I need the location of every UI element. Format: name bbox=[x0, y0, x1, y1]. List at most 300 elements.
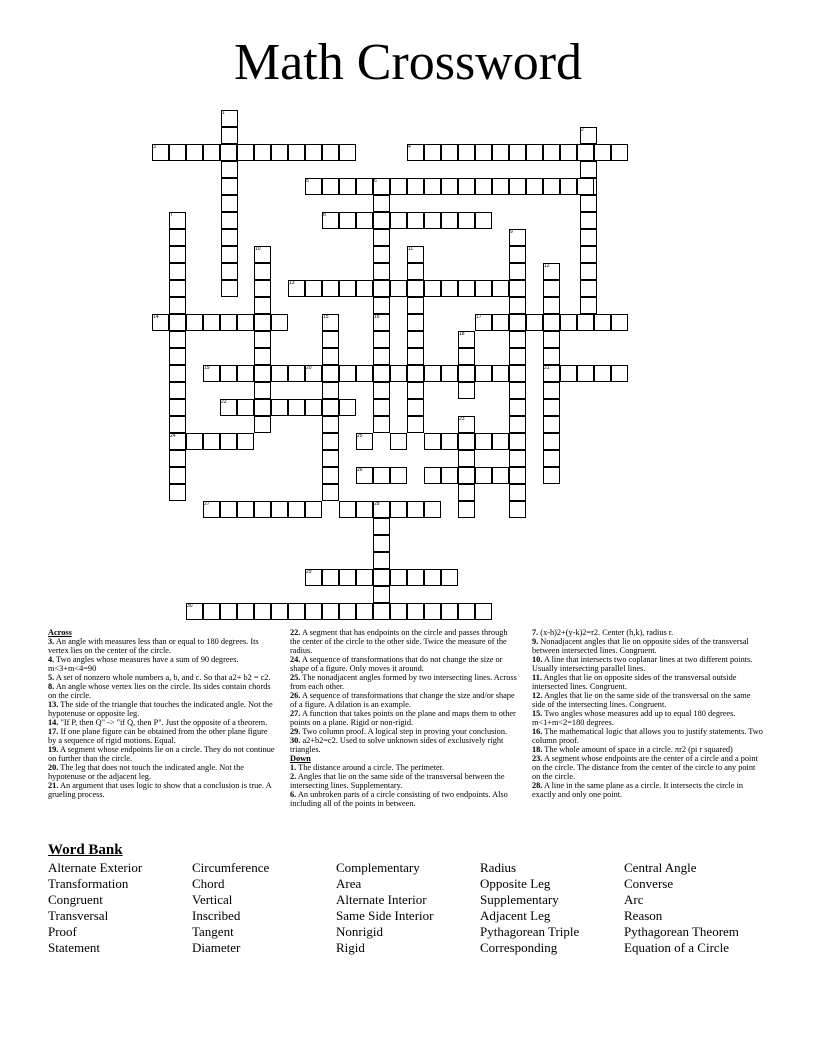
grid-cell[interactable] bbox=[424, 603, 441, 620]
clue-number-label: 28 bbox=[374, 501, 380, 507]
grid-cell[interactable] bbox=[475, 212, 492, 229]
word-bank-word: Vertical bbox=[192, 892, 233, 907]
grid-cell[interactable] bbox=[339, 603, 356, 620]
grid-cell[interactable] bbox=[526, 144, 543, 161]
grid-cell[interactable] bbox=[169, 314, 186, 331]
clues-column-2 bbox=[290, 628, 518, 808]
grid-cell[interactable] bbox=[288, 365, 305, 382]
grid-cell[interactable] bbox=[580, 229, 597, 246]
clue-item bbox=[48, 727, 276, 745]
grid-cell[interactable] bbox=[339, 365, 356, 382]
grid-cell[interactable] bbox=[373, 535, 390, 552]
grid-cell[interactable] bbox=[509, 484, 526, 501]
grid-cell[interactable] bbox=[254, 314, 271, 331]
grid-cell[interactable] bbox=[254, 416, 271, 433]
grid-cell[interactable] bbox=[186, 433, 203, 450]
clue-number-label: 21 bbox=[544, 365, 550, 371]
grid-cell[interactable] bbox=[577, 314, 594, 331]
clue-number: 10. bbox=[532, 655, 543, 664]
grid-cell[interactable] bbox=[221, 229, 238, 246]
grid-cell[interactable] bbox=[254, 399, 271, 416]
grid-cell[interactable] bbox=[594, 144, 611, 161]
grid-cell[interactable] bbox=[169, 229, 186, 246]
grid-cell[interactable] bbox=[526, 178, 543, 195]
grid-cell[interactable] bbox=[254, 603, 271, 620]
grid-cell[interactable] bbox=[169, 399, 186, 416]
grid-cell[interactable] bbox=[458, 382, 475, 399]
grid-cell[interactable] bbox=[221, 280, 238, 297]
grid-cell[interactable] bbox=[458, 280, 475, 297]
grid-cell[interactable] bbox=[407, 178, 424, 195]
grid-cell[interactable] bbox=[407, 212, 424, 229]
grid-cell[interactable] bbox=[237, 144, 254, 161]
grid-cell[interactable] bbox=[322, 603, 339, 620]
grid-cell[interactable] bbox=[580, 280, 597, 297]
grid-cell[interactable] bbox=[458, 467, 475, 484]
clue-text: The distance around a circle. The perimeter. bbox=[296, 763, 445, 772]
grid-cell[interactable] bbox=[169, 246, 186, 263]
grid-cell[interactable] bbox=[407, 416, 424, 433]
grid-cell[interactable] bbox=[322, 433, 339, 450]
grid-cell[interactable] bbox=[322, 178, 339, 195]
grid-cell[interactable] bbox=[509, 399, 526, 416]
grid-cell[interactable] bbox=[288, 501, 305, 518]
grid-cell[interactable] bbox=[254, 348, 271, 365]
grid-cell[interactable] bbox=[254, 144, 271, 161]
grid-cell[interactable] bbox=[322, 144, 339, 161]
grid-cell[interactable] bbox=[322, 348, 339, 365]
grid-cell[interactable] bbox=[271, 603, 288, 620]
grid-cell[interactable] bbox=[577, 178, 594, 195]
grid-cell[interactable] bbox=[237, 501, 254, 518]
grid-cell[interactable] bbox=[492, 467, 509, 484]
grid-cell[interactable] bbox=[221, 212, 238, 229]
word-bank-word: Congruent bbox=[48, 892, 103, 907]
grid-cell[interactable] bbox=[220, 314, 237, 331]
word-bank-word: Transformation bbox=[48, 876, 129, 891]
grid-cell[interactable] bbox=[322, 280, 339, 297]
grid-cell[interactable] bbox=[237, 314, 254, 331]
grid-cell[interactable] bbox=[509, 331, 526, 348]
grid-cell[interactable] bbox=[580, 212, 597, 229]
grid-cell[interactable] bbox=[509, 450, 526, 467]
word-bank-word: Complementary bbox=[336, 860, 420, 875]
grid-cell[interactable] bbox=[221, 263, 238, 280]
grid-cell[interactable] bbox=[475, 433, 492, 450]
grid-cell[interactable] bbox=[288, 603, 305, 620]
grid-cell[interactable] bbox=[339, 569, 356, 586]
grid-cell[interactable] bbox=[458, 501, 475, 518]
clue-text: "If P, then Q" -> "if Q, then P". Just the opposite of a theorem. bbox=[58, 718, 268, 727]
grid-cell[interactable] bbox=[509, 246, 526, 263]
grid-cell[interactable] bbox=[271, 399, 288, 416]
grid-cell[interactable] bbox=[560, 365, 577, 382]
grid-cell[interactable] bbox=[441, 433, 458, 450]
clue-text: Angles that lie on the same side of the transversal between the intersecting lines. Supplementary. bbox=[290, 772, 505, 790]
word-bank-word: Opposite Leg bbox=[480, 876, 551, 891]
grid-cell[interactable] bbox=[339, 399, 356, 416]
grid-cell[interactable] bbox=[356, 212, 373, 229]
grid-cell[interactable] bbox=[441, 569, 458, 586]
grid-cell[interactable] bbox=[594, 365, 611, 382]
grid-cell[interactable] bbox=[169, 263, 186, 280]
word-bank-word: Arc bbox=[624, 892, 644, 907]
grid-cell[interactable] bbox=[373, 518, 390, 535]
clue-number: 30. bbox=[290, 736, 301, 745]
clue-item bbox=[532, 628, 764, 637]
grid-cell[interactable] bbox=[407, 399, 424, 416]
grid-cell[interactable] bbox=[390, 467, 407, 484]
grid-cell[interactable] bbox=[271, 501, 288, 518]
clue-number: 21. bbox=[48, 781, 59, 790]
word-bank-word: Radius bbox=[480, 860, 517, 875]
grid-cell[interactable] bbox=[407, 569, 424, 586]
word-bank-column bbox=[336, 860, 433, 956]
grid-cell[interactable] bbox=[322, 450, 339, 467]
grid-cell[interactable] bbox=[424, 467, 441, 484]
grid-cell[interactable] bbox=[458, 450, 475, 467]
grid-cell[interactable] bbox=[424, 178, 441, 195]
grid-cell[interactable] bbox=[458, 603, 475, 620]
grid-cell[interactable] bbox=[221, 127, 238, 144]
grid-cell[interactable] bbox=[424, 501, 441, 518]
grid-cell[interactable] bbox=[305, 501, 322, 518]
clue-number: 13. bbox=[48, 700, 59, 709]
clue-item bbox=[532, 754, 764, 781]
grid-cell[interactable] bbox=[407, 263, 424, 280]
grid-cell[interactable] bbox=[220, 433, 237, 450]
grid-cell[interactable] bbox=[407, 501, 424, 518]
grid-cell[interactable] bbox=[237, 433, 254, 450]
grid-cell[interactable] bbox=[373, 552, 390, 569]
grid-cell[interactable] bbox=[543, 331, 560, 348]
grid-cell[interactable] bbox=[475, 178, 492, 195]
grid-cell[interactable] bbox=[560, 314, 577, 331]
grid-cell[interactable] bbox=[373, 416, 390, 433]
grid-cell[interactable] bbox=[322, 399, 339, 416]
clue-number-label: 23 bbox=[459, 416, 465, 422]
grid-cell[interactable] bbox=[186, 314, 203, 331]
grid-cell[interactable] bbox=[220, 603, 237, 620]
grid-cell[interactable] bbox=[390, 178, 407, 195]
grid-cell[interactable] bbox=[407, 297, 424, 314]
clue-item bbox=[48, 682, 276, 700]
grid-cell[interactable] bbox=[373, 399, 390, 416]
clue-number-label: 18 bbox=[459, 331, 465, 337]
grid-cell[interactable] bbox=[407, 348, 424, 365]
grid-cell[interactable] bbox=[492, 365, 509, 382]
grid-cell[interactable] bbox=[407, 314, 424, 331]
grid-cell[interactable] bbox=[203, 433, 220, 450]
grid-cell[interactable] bbox=[580, 161, 597, 178]
grid-cell[interactable] bbox=[339, 178, 356, 195]
grid-cell[interactable] bbox=[407, 382, 424, 399]
grid-cell[interactable] bbox=[221, 178, 238, 195]
grid-cell[interactable] bbox=[475, 467, 492, 484]
grid-cell[interactable] bbox=[339, 144, 356, 161]
grid-cell[interactable] bbox=[475, 603, 492, 620]
clue-number: 4. bbox=[48, 655, 55, 664]
grid-cell[interactable] bbox=[543, 433, 560, 450]
grid-cell[interactable] bbox=[322, 467, 339, 484]
grid-cell[interactable] bbox=[305, 603, 322, 620]
word-bank-word: Circumference bbox=[192, 860, 270, 875]
grid-cell[interactable] bbox=[424, 144, 441, 161]
grid-cell[interactable] bbox=[407, 365, 424, 382]
grid-cell[interactable] bbox=[611, 365, 628, 382]
grid-cell[interactable] bbox=[390, 365, 407, 382]
grid-cell[interactable] bbox=[492, 144, 509, 161]
clue-item bbox=[532, 673, 764, 691]
grid-cell[interactable] bbox=[169, 297, 186, 314]
grid-cell[interactable] bbox=[424, 365, 441, 382]
grid-cell[interactable] bbox=[373, 467, 390, 484]
grid-cell[interactable] bbox=[373, 382, 390, 399]
grid-cell[interactable] bbox=[441, 280, 458, 297]
grid-cell[interactable] bbox=[322, 416, 339, 433]
grid-cell[interactable] bbox=[492, 280, 509, 297]
grid-cell[interactable] bbox=[221, 195, 238, 212]
grid-cell[interactable] bbox=[441, 178, 458, 195]
grid-cell[interactable] bbox=[373, 569, 390, 586]
grid-cell[interactable] bbox=[169, 484, 186, 501]
grid-cell[interactable] bbox=[169, 450, 186, 467]
grid-cell[interactable] bbox=[543, 399, 560, 416]
grid-cell[interactable] bbox=[543, 178, 560, 195]
clue-number-label: 5 bbox=[306, 178, 309, 184]
clue-text: Angles that lie on opposite sides of the transversal outside intersected lines. Congruent. bbox=[532, 673, 737, 691]
grid-cell[interactable] bbox=[407, 603, 424, 620]
grid-cell[interactable] bbox=[475, 365, 492, 382]
grid-cell[interactable] bbox=[339, 280, 356, 297]
grid-cell[interactable] bbox=[390, 501, 407, 518]
grid-cell[interactable] bbox=[254, 297, 271, 314]
grid-cell[interactable] bbox=[203, 144, 220, 161]
grid-cell[interactable] bbox=[254, 365, 271, 382]
grid-cell[interactable] bbox=[169, 382, 186, 399]
grid-cell[interactable] bbox=[373, 365, 390, 382]
grid-cell[interactable] bbox=[271, 365, 288, 382]
clue-number-label: 8 bbox=[323, 212, 326, 218]
grid-cell[interactable] bbox=[509, 263, 526, 280]
grid-cell[interactable] bbox=[407, 280, 424, 297]
grid-cell[interactable] bbox=[220, 144, 237, 161]
grid-cell[interactable] bbox=[356, 280, 373, 297]
clue-text: A line in the same plane as a circle. It intersects the circle in exactly and only one point. bbox=[532, 781, 744, 799]
grid-cell[interactable] bbox=[169, 348, 186, 365]
grid-cell[interactable] bbox=[322, 569, 339, 586]
grid-cell[interactable] bbox=[390, 603, 407, 620]
grid-cell[interactable] bbox=[509, 280, 526, 297]
grid-cell[interactable] bbox=[169, 144, 186, 161]
grid-cell[interactable] bbox=[611, 144, 628, 161]
grid-cell[interactable] bbox=[373, 263, 390, 280]
word-bank-word: Tangent bbox=[192, 924, 234, 939]
clue-number: 1. bbox=[290, 763, 297, 772]
grid-cell[interactable] bbox=[424, 212, 441, 229]
grid-cell[interactable] bbox=[509, 144, 526, 161]
grid-cell[interactable] bbox=[288, 399, 305, 416]
grid-cell[interactable] bbox=[305, 280, 322, 297]
grid-cell[interactable] bbox=[441, 144, 458, 161]
clue-number-label: 10 bbox=[255, 246, 261, 252]
grid-cell[interactable] bbox=[543, 314, 560, 331]
grid-cell[interactable] bbox=[509, 314, 526, 331]
clue-number-label: 27 bbox=[204, 501, 210, 507]
grid-cell[interactable] bbox=[543, 416, 560, 433]
grid-cell[interactable] bbox=[458, 433, 475, 450]
grid-cell[interactable] bbox=[424, 280, 441, 297]
grid-cell[interactable] bbox=[237, 399, 254, 416]
grid-cell[interactable] bbox=[424, 433, 441, 450]
grid-cell[interactable] bbox=[543, 382, 560, 399]
grid-cell[interactable] bbox=[594, 314, 611, 331]
grid-cell[interactable] bbox=[169, 280, 186, 297]
grid-cell[interactable] bbox=[221, 246, 238, 263]
clue-number-label: 3 bbox=[153, 144, 156, 150]
clue-item bbox=[290, 673, 518, 691]
grid-cell[interactable] bbox=[458, 348, 475, 365]
grid-cell[interactable] bbox=[492, 178, 509, 195]
grid-cell[interactable] bbox=[221, 161, 238, 178]
grid-cell[interactable] bbox=[580, 297, 597, 314]
grid-cell[interactable] bbox=[373, 246, 390, 263]
grid-cell[interactable] bbox=[560, 144, 577, 161]
grid-cell[interactable] bbox=[339, 501, 356, 518]
clue-text: (x-h)2+(y-k)2=r2. Center (h,k), radius r. bbox=[538, 628, 674, 637]
grid-cell[interactable] bbox=[186, 144, 203, 161]
grid-cell[interactable] bbox=[424, 569, 441, 586]
clue-number: 28. bbox=[532, 781, 543, 790]
grid-cell[interactable] bbox=[509, 416, 526, 433]
grid-cell[interactable] bbox=[509, 382, 526, 399]
grid-cell[interactable] bbox=[169, 331, 186, 348]
grid-cell[interactable] bbox=[356, 365, 373, 382]
grid-cell[interactable] bbox=[373, 348, 390, 365]
grid-cell[interactable] bbox=[458, 484, 475, 501]
grid-cell[interactable] bbox=[580, 263, 597, 280]
grid-cell[interactable] bbox=[373, 280, 390, 297]
grid-cell[interactable] bbox=[373, 603, 390, 620]
grid-cell[interactable] bbox=[543, 144, 560, 161]
grid-cell[interactable] bbox=[475, 144, 492, 161]
grid-cell[interactable] bbox=[339, 212, 356, 229]
grid-cell[interactable] bbox=[237, 365, 254, 382]
grid-cell[interactable] bbox=[373, 195, 390, 212]
grid-cell[interactable] bbox=[509, 433, 526, 450]
grid-cell[interactable] bbox=[543, 297, 560, 314]
grid-cell[interactable] bbox=[254, 280, 271, 297]
grid-cell[interactable] bbox=[441, 212, 458, 229]
grid-cell[interactable] bbox=[356, 501, 373, 518]
grid-cell[interactable] bbox=[492, 314, 509, 331]
grid-cell[interactable] bbox=[373, 297, 390, 314]
grid-cell[interactable] bbox=[560, 178, 577, 195]
grid-cell[interactable] bbox=[322, 484, 339, 501]
grid-cell[interactable] bbox=[373, 331, 390, 348]
grid-cell[interactable] bbox=[322, 331, 339, 348]
clue-text: The whole amount of space in a circle. πr2 (pi r squared) bbox=[542, 745, 733, 754]
grid-cell[interactable] bbox=[458, 212, 475, 229]
grid-cell[interactable] bbox=[390, 280, 407, 297]
clue-number: 3. bbox=[48, 637, 55, 646]
grid-cell[interactable] bbox=[305, 399, 322, 416]
grid-cell[interactable] bbox=[288, 144, 305, 161]
grid-cell[interactable] bbox=[509, 297, 526, 314]
clue-item bbox=[290, 655, 518, 673]
grid-cell[interactable] bbox=[458, 365, 475, 382]
clue-number: 14. bbox=[48, 718, 59, 727]
grid-cell[interactable] bbox=[373, 586, 390, 603]
grid-cell[interactable] bbox=[509, 178, 526, 195]
grid-cell[interactable] bbox=[373, 212, 390, 229]
grid-cell[interactable] bbox=[492, 433, 509, 450]
grid-cell[interactable] bbox=[509, 365, 526, 382]
grid-cell[interactable] bbox=[322, 382, 339, 399]
grid-cell[interactable] bbox=[203, 603, 220, 620]
grid-cell[interactable] bbox=[526, 314, 543, 331]
grid-cell[interactable] bbox=[220, 501, 237, 518]
clue-text: An argument that uses logic to show that a conclusion is true. A grueling process. bbox=[48, 781, 272, 799]
grid-cell[interactable] bbox=[271, 314, 288, 331]
grid-cell[interactable] bbox=[356, 603, 373, 620]
grid-cell[interactable] bbox=[254, 501, 271, 518]
grid-cell[interactable] bbox=[475, 280, 492, 297]
grid-cell[interactable] bbox=[577, 365, 594, 382]
grid-cell[interactable] bbox=[390, 433, 407, 450]
grid-cell[interactable] bbox=[580, 195, 597, 212]
grid-cell[interactable] bbox=[458, 144, 475, 161]
grid-cell[interactable] bbox=[577, 144, 594, 161]
grid-cell[interactable] bbox=[407, 331, 424, 348]
grid-cell[interactable] bbox=[509, 501, 526, 518]
grid-cell[interactable] bbox=[441, 603, 458, 620]
grid-cell[interactable] bbox=[169, 416, 186, 433]
grid-cell[interactable] bbox=[509, 348, 526, 365]
grid-cell[interactable] bbox=[169, 467, 186, 484]
grid-cell[interactable] bbox=[458, 178, 475, 195]
grid-cell[interactable] bbox=[509, 467, 526, 484]
grid-cell[interactable] bbox=[356, 178, 373, 195]
grid-cell[interactable] bbox=[441, 467, 458, 484]
grid-cell[interactable] bbox=[373, 229, 390, 246]
grid-cell[interactable] bbox=[356, 569, 373, 586]
clue-number: 16. bbox=[532, 727, 543, 736]
grid-cell[interactable] bbox=[271, 144, 288, 161]
grid-cell[interactable] bbox=[543, 280, 560, 297]
grid-cell[interactable] bbox=[390, 569, 407, 586]
grid-cell[interactable] bbox=[305, 144, 322, 161]
grid-cell[interactable] bbox=[254, 382, 271, 399]
clue-item bbox=[290, 763, 518, 772]
grid-cell[interactable] bbox=[441, 365, 458, 382]
grid-cell[interactable] bbox=[254, 331, 271, 348]
clue-number: 8. bbox=[48, 682, 55, 691]
grid-cell[interactable] bbox=[543, 467, 560, 484]
clue-text: Two angles whose measures add up to equal 180 degrees. m<1+m<2=180 degrees. bbox=[532, 709, 736, 727]
grid-cell[interactable] bbox=[220, 365, 237, 382]
grid-cell[interactable] bbox=[611, 314, 628, 331]
grid-cell[interactable] bbox=[390, 212, 407, 229]
grid-cell[interactable] bbox=[543, 450, 560, 467]
grid-cell[interactable] bbox=[237, 603, 254, 620]
grid-cell[interactable] bbox=[580, 246, 597, 263]
grid-cell[interactable] bbox=[254, 263, 271, 280]
grid-cell[interactable] bbox=[203, 314, 220, 331]
grid-cell[interactable] bbox=[169, 365, 186, 382]
grid-cell[interactable] bbox=[543, 348, 560, 365]
grid-cell[interactable] bbox=[322, 365, 339, 382]
